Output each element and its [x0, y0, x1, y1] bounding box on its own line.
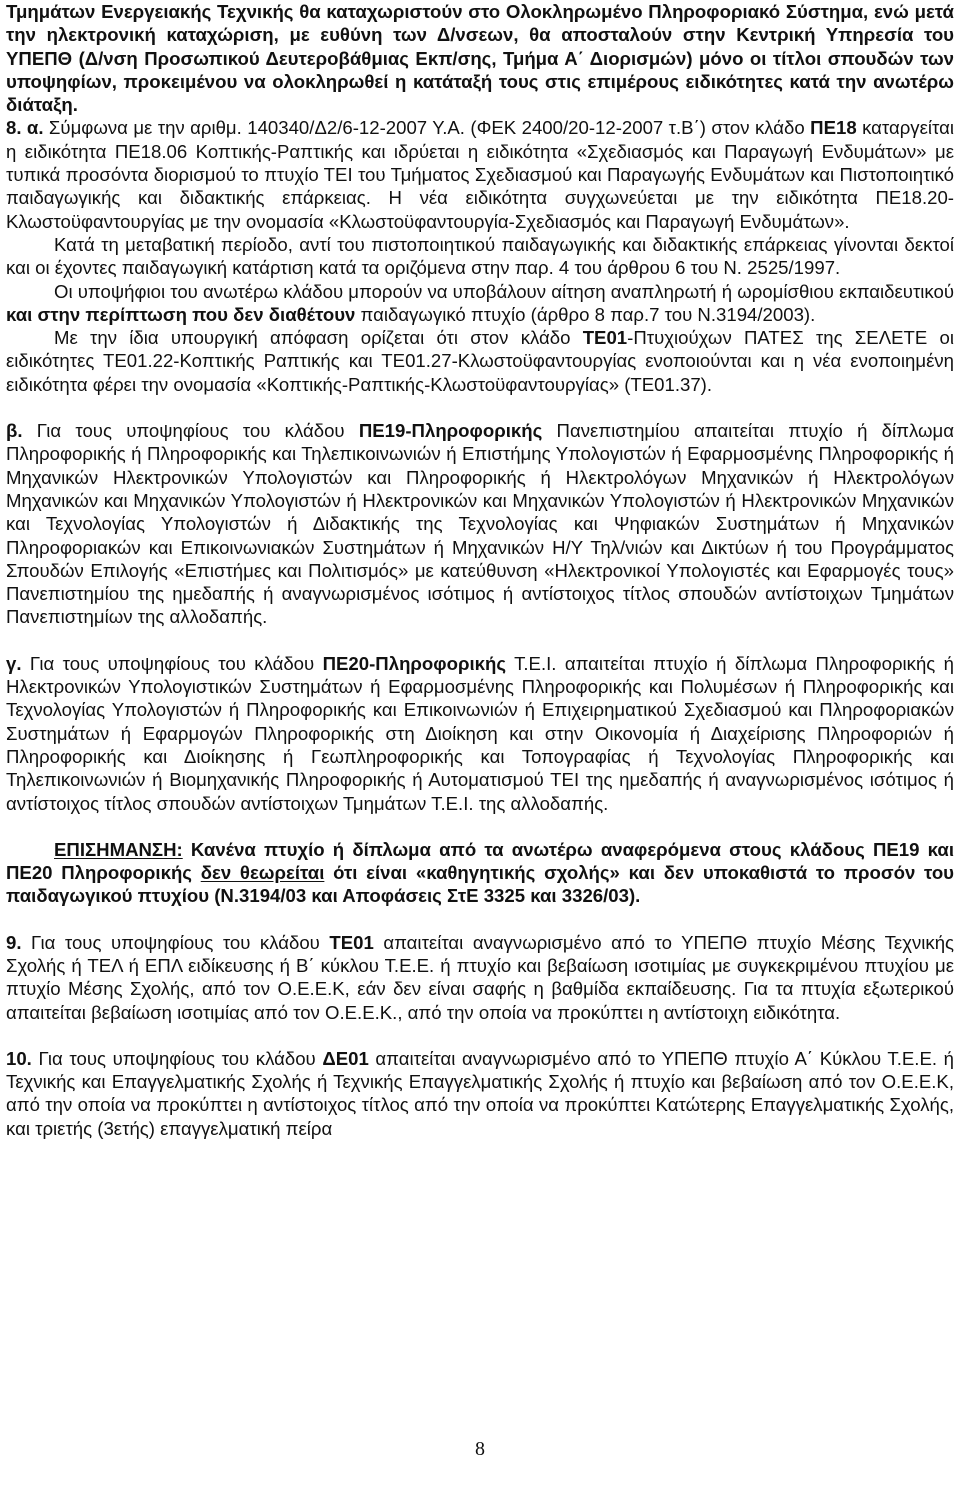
- text-run: απαιτείται αναγνωρισμένο από το ΥΠΕΠΘ πτυχίο Μέσης Τεχνικής Σχολής ή ΤΕΛ ή ΕΠΛ ειδίκευσης ή Β΄ κύκλου Τ.Ε.Ε. ή πτυχίο και βεβαίωση ισοτιμίας με συγκεκριμένου πτυχίου με πτυχίο Μέσης Σχολής, από τον Ο.Ε.Ε.Κ, εάν δεν είναι σαφής η βαθμίδα εκπαίδευσης. Για τα πτυχία εξωτερικού απαιτείται βεβαίωση ισοτιμίας από τον Ο.Ε.Ε.Κ., από την οποία να προκύπτει η αντίστοιχη ειδικότητα.: [6, 931, 955, 1023]
- text-run: Κατά τη μεταβατική περίοδο, αντί του πιστοποιητικού παιδαγωγικής και διδακτικής επάρκειας γίνονται δεκτοί και οι έχοντες παιδαγωγική κατάρτιση κατά τα οριζόμενα στην παρ. 4 του άρθρου 6 του Ν. 2525/1997.: [6, 233, 954, 279]
- text-run: 9.: [6, 931, 22, 953]
- text-run: Για τους υποψηφίους του κλάδου: [21, 931, 330, 953]
- text-run: β.: [6, 420, 23, 442]
- text-run: Τμημάτων Ενεργειακής Τεχνικής θα καταχωριστούν στο Ολοκληρωμένο Πληροφοριακό Σύστημα, ενώ μετά την ηλεκτρονική καταχώριση, με ευθύνη των Δ/νσεων, θα αποσταλούν στην Κεντρική Υπηρεσία του ΥΠΕΠΘ (Δ/νση Προσωπικού Δευτεροβάθμιας Εκπ/σης, Τμήμα Α΄ Διορισμών) μόνο οι τίτλοι σπουδών των υποψηφίων, προκειμένου να ολοκληρωθεί η κατάταξή τους στις επιμέρους ειδικότητες κατά την ανωτέρω διάταξη.: [6, 1, 954, 116]
- text-run: -Πτυχιούχων ΠΑΤΕΣ της ΣΕΛΕΤΕ οι ειδικότητες ΤΕ01.22-Κοπτικής Ραπτικής και ΤΕ01.27-Κλωστοϋφαντουργίας ενοποιούνται και η νέα ενοποιημένη ειδικότητα φέρει την ονομασία «Κοπτικής-Ραπτικής-Κλωστοϋφαντουργίας» (ΤΕ01.37).: [6, 327, 954, 395]
- text-run: Σύμφωνα με την αριθμ. 140340/Δ2/6-12-2007 Υ.Α. (ΦΕΚ 2400/20-12-2007 τ.Β΄) στον κλάδο: [43, 117, 811, 139]
- text-run: ΔΕ01: [322, 1047, 369, 1069]
- paragraph-section-8a: [6, 116, 954, 232]
- text-run: καταργείται η ειδικότητα ΠΕ18.06 Κοπτικής-Ραπτικής και ιδρύεται η ειδικότητα «Σχεδιασμός και Παραγωγή Ενδυμάτων» με τυπικά προσόντα διορισμού το πτυχίο ΤΕΙ του Τμήματος Σχεδιασμού και Παραγωγής Ενδυμάτων και Πιστοποιητικό παιδαγωγικής και διδακτικής επάρκειας. Η νέα ειδικότητα συγχωνεύεται με την ειδικότητα ΠΕ18.20-Κλωστοϋφαντουργίας με την ονομασία «Κλωστοϋφαντουργία-Σχεδιασμός και Παραγωγή Ενδυμάτων».: [6, 117, 954, 232]
- paragraph-section-10: [6, 1047, 954, 1140]
- text-run: Πανεπιστημίου απαιτείται πτυχίο ή δίπλωμα Πληροφορικής ή Πληροφορικής και Τηλεπικοινωνιών ή Επιστήμης Υπολογιστών ή Εφαρμοσμένης Πληροφορικής ή Μηχανικών Ηλεκτρονικών Υπολογιστών και Πληροφορικής ή Ηλεκτρολόγων Μηχανικών ή Ηλεκτρολόγων Μηχανικών και Μηχανικών Υπολογιστών ή Ηλεκτρονικών και Μηχανικών Υπολογιστών ή Ηλεκτρονικών Μηχανικών και Τεχνολογίας Υπολογιστών ή Διδακτικής της Τεχνολογίας και Ψηφιακών Συστημάτων ή Μηχανικών Πληροφοριακών και Επικοινωνιακών Συστημάτων ή Μηχανικών Η/Υ Τηλ/νιών και Δικτύων ή του Προγράμματος Σπουδών Επιλογής «Επιστήμες και Πολιτισμός» με κατεύθυνση «Ηλεκτρονικοί Υπολογιστές και Εφαρμογές τους» Πανεπιστημίου της ημεδαπής ή αναγνωρισμένος ισότιμος ή αντίστοιχος τίτλος σπουδών αντίστοιχων Τμημάτων Πανεπιστημίων της αλλοδαπής.: [6, 420, 954, 628]
- text-run: παιδαγωγικό πτυχίο (άρθρο 8 παρ.7 του Ν.3194/2003).: [355, 303, 816, 325]
- text-run: Τ.Ε.Ι. απαιτείται πτυχίο ή δίπλωμα Πληροφορικής ή Ηλεκτρονικών Υπολογιστικών Συστημάτων ή Εφαρμοσμένης Πληροφορικής και Πολυμέσων ή Πληροφορικής και Τεχνολογίας Υπολογιστών ή Πληροφορικής και Επικοινωνιών ή Επιχειρηματικού Σχεδιασμού και Πληροφοριακών Συστημάτων ή Εφαρμογών Πληροφορικής στη Διοίκηση και στην Οικονομία ή Διαχείρισης Πληροφοριών ή Πληροφορικής και Διοίκησης ή Γεωπληροφορικής και Τοπογραφίας ή Τεχνολογίας Πληροφορικής και Τηλεπικοινωνιών ή Βιομηχανικής Πληροφορικής ή Αυτοματισμού ΤΕΙ της ημεδαπής ή αναγνωρισμένος ισότιμος ή αντίστοιχος τίτλος σπουδών αντίστοιχων Τμημάτων Τ.Ε.Ι. της αλλοδαπής.: [6, 652, 954, 814]
- paragraph-spacer: [6, 815, 954, 838]
- text-run: Με την ίδια υπουργική απόφαση ορίζεται ότι στον κλάδο: [54, 327, 583, 349]
- text-run: ΕΠΙΣΗΜΑΝΣΗ:: [54, 838, 183, 860]
- paragraph-notice: [6, 838, 954, 908]
- paragraph-section-8b: [6, 419, 954, 629]
- text-run: γ.: [6, 652, 22, 674]
- text-run: ότι είναι «καθηγητικής σχολής» και δεν υποκαθιστά το προσόν του παιδαγωγικού πτυχίου (Ν.3194/03 και Αποφάσεις ΣτΕ 3325 και 3326/03).: [6, 862, 955, 907]
- text-run: 8. α.: [6, 117, 44, 139]
- paragraph-spacer: [6, 629, 954, 652]
- text-run: ΠΕ20-Πληροφορικής: [322, 652, 507, 674]
- page-number: 8: [475, 1438, 485, 1460]
- paragraph-spacer: [6, 908, 954, 931]
- paragraph-section-9: [6, 931, 954, 1024]
- paragraph-intro-continuation: [6, 0, 954, 116]
- paragraph-section-8c: [6, 652, 954, 815]
- text-run: Για τους υποψηφίους του κλάδου: [21, 652, 323, 674]
- text-run: ΠΕ19-Πληροφορικής: [358, 420, 543, 442]
- paragraph-spacer: [6, 1024, 954, 1047]
- text-run: Για τους υποψηφίους του κλάδου: [22, 420, 359, 442]
- text-run: ΠΕ18: [810, 117, 857, 139]
- paragraph-spacer: [6, 396, 954, 419]
- paragraph-section-8a-transition: [6, 233, 954, 280]
- text-run: απαιτείται αναγνωρισμένο από το ΥΠΕΠΘ πτυχίο Α΄ Κύκλου Τ.Ε.Ε. ή Τεχνικής και Επαγγελματικής Σχολής ή Τεχνικής Επαγγελματικής Σχολής ή πτυχίο και βεβαίωση από τον Ο.Ε.Ε.Κ, από την οποία να προκύπτει η αντίστοιχος τίτλος από την οποία να προκύπτει Κατώτερης Επαγγελματικής Σχολής, και τριετής (3ετής) επαγγελματική πείρα: [6, 1047, 954, 1139]
- text-run: δεν θεωρείται: [200, 862, 325, 884]
- text-run: ΤΕ01: [329, 931, 374, 953]
- paragraph-section-8a-applicants: [6, 280, 954, 327]
- text-run: Για τους υποψηφίους του κλάδου: [31, 1047, 323, 1069]
- paragraph-section-8a-te01: [6, 326, 954, 396]
- text-run: και στην περίπτωση που δεν διαθέτουν: [6, 303, 356, 325]
- text-run: Κανένα πτυχίο ή δίπλωμα από τα ανωτέρω αναφερόμενα στους κλάδους ΠΕ19 και ΠΕ20 Πληροφορικής: [6, 838, 954, 884]
- text-run: 10.: [6, 1047, 32, 1069]
- document-page: [6, 0, 954, 1140]
- text-run: Οι υποψήφιοι του ανωτέρω κλάδου μπορούν να υποβάλουν αίτηση αναπληρωτή ή ωρομίσθιου εκπαιδευτικού: [54, 280, 954, 302]
- text-run: ΤΕ01: [582, 327, 628, 349]
